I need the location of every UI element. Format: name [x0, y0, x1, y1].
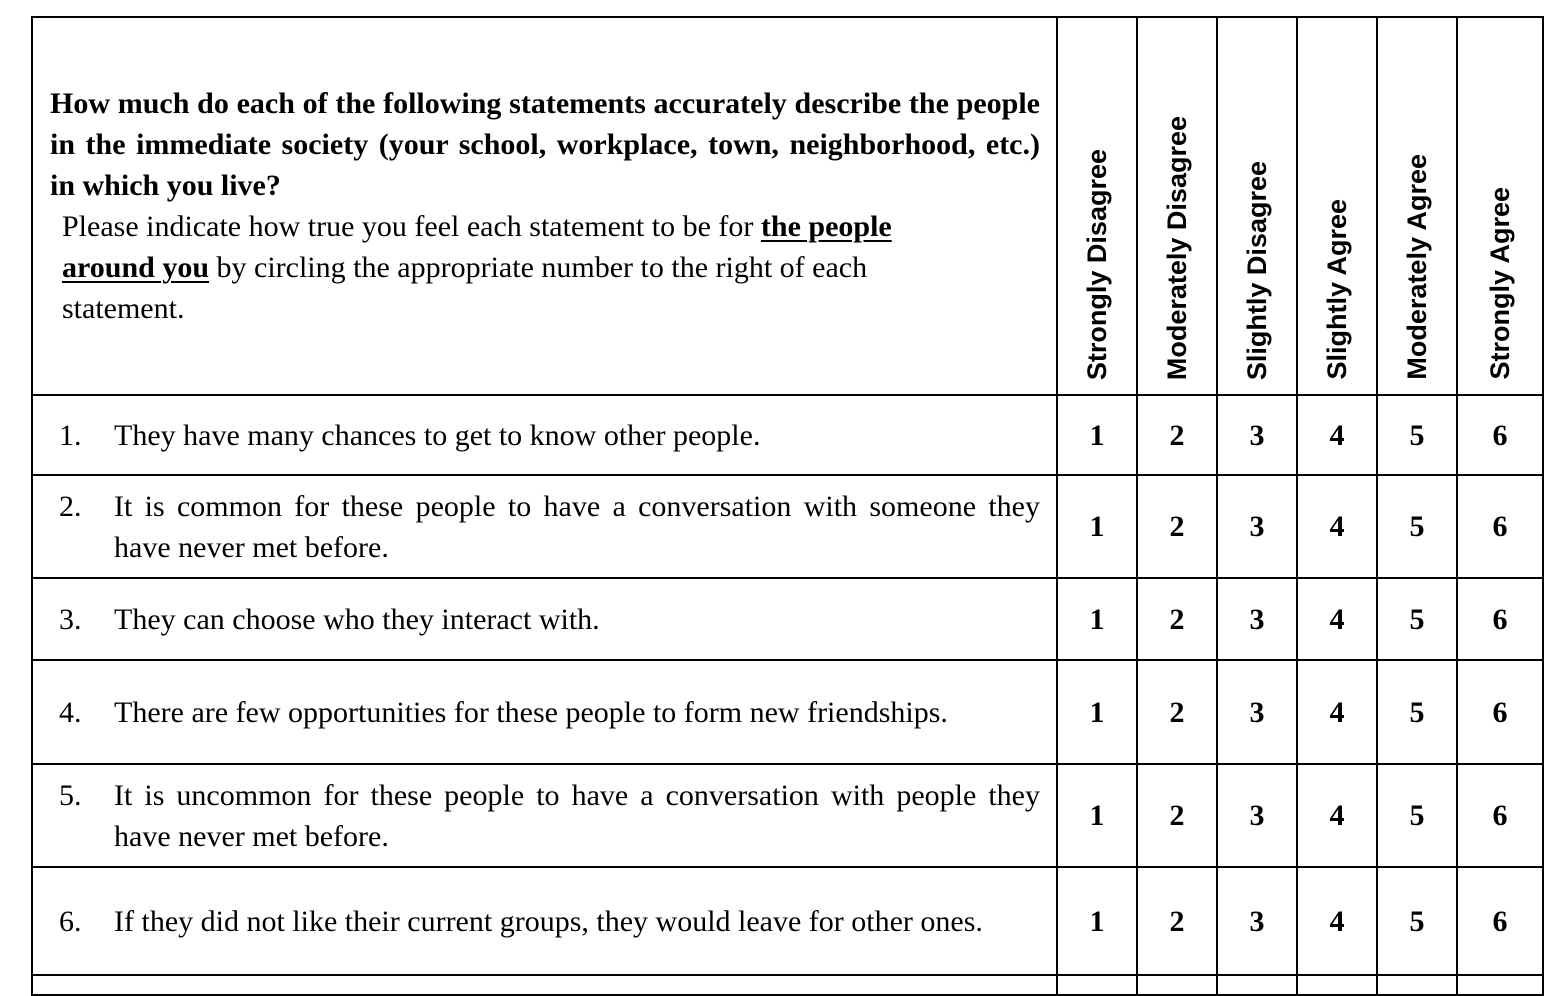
rating-option-6[interactable]: 6 — [1457, 867, 1543, 975]
header-row — [32, 17, 1543, 395]
scale-label: Slightly Disagree — [1242, 160, 1272, 380]
partial-cell — [1377, 975, 1457, 995]
item-row — [32, 867, 1543, 975]
item-row — [32, 660, 1543, 764]
item-statement — [32, 660, 1057, 764]
rating-option-3[interactable]: 3 — [1217, 660, 1297, 764]
item-text: If they did not like their current groups, they would leave for other ones. — [114, 904, 983, 938]
scale-label: Strongly Disagree — [1082, 148, 1112, 380]
scale-header-strongly-disagree — [1057, 17, 1137, 395]
scale-label: Slightly Agree — [1322, 199, 1352, 380]
partial-cell — [1457, 975, 1543, 995]
item-number: 2. — [59, 489, 82, 523]
partial-cell — [1297, 975, 1377, 995]
item-text: They have many chances to get to know other people. — [114, 418, 761, 452]
scale-header-moderately-agree — [1377, 17, 1457, 395]
item-statement — [32, 578, 1057, 660]
rating-option-5[interactable]: 5 — [1377, 660, 1457, 764]
instructions-prompt — [62, 206, 962, 329]
rating-option-1[interactable]: 1 — [1057, 867, 1137, 975]
item-row — [32, 475, 1543, 578]
rating-option-4[interactable]: 4 — [1297, 578, 1377, 660]
rating-option-5[interactable]: 5 — [1377, 867, 1457, 975]
rating-option-3[interactable]: 3 — [1217, 395, 1297, 475]
item-text: They can choose who they interact with. — [114, 602, 600, 636]
rating-option-3[interactable]: 3 — [1217, 578, 1297, 660]
rating-option-2[interactable]: 2 — [1137, 660, 1217, 764]
instructions-prompt-emphasis: the people around you — [62, 210, 892, 284]
item-number: 6. — [59, 904, 82, 938]
rating-option-4[interactable]: 4 — [1297, 867, 1377, 975]
partial-cell — [32, 975, 1057, 995]
rating-option-2[interactable]: 2 — [1137, 475, 1217, 578]
rating-option-2[interactable]: 2 — [1137, 764, 1217, 867]
rating-option-1[interactable]: 1 — [1057, 660, 1137, 764]
rating-option-6[interactable]: 6 — [1457, 395, 1543, 475]
item-number: 3. — [59, 602, 82, 636]
rating-option-5[interactable]: 5 — [1377, 764, 1457, 867]
instructions-prompt-before: Please indicate how true you feel each statement to be for — [62, 210, 761, 243]
rating-option-1[interactable]: 1 — [1057, 395, 1137, 475]
instructions-question: How much do each of the following statements accurately describe the people in the immediate society (your school, workplace, town, neighborhood, etc.) in which you live? — [50, 87, 1040, 202]
rating-option-2[interactable]: 2 — [1137, 578, 1217, 660]
rating-option-4[interactable]: 4 — [1297, 764, 1377, 867]
rating-option-4[interactable]: 4 — [1297, 660, 1377, 764]
scale-header-strongly-agree — [1457, 17, 1543, 395]
instructions-prompt-after: by circling the appropriate number to the right of each statement. — [62, 251, 868, 325]
partial-cell — [1217, 975, 1297, 995]
partial-cell — [1057, 975, 1137, 995]
partial-next-row — [32, 975, 1543, 995]
rating-option-1[interactable]: 1 — [1057, 475, 1137, 578]
item-statement — [32, 764, 1057, 867]
rating-option-5[interactable]: 5 — [1377, 395, 1457, 475]
scale-label: Moderately Agree — [1402, 154, 1432, 380]
rating-option-4[interactable]: 4 — [1297, 395, 1377, 475]
rating-option-3[interactable]: 3 — [1217, 867, 1297, 975]
rating-option-6[interactable]: 6 — [1457, 660, 1543, 764]
item-statement — [32, 867, 1057, 975]
rating-option-2[interactable]: 2 — [1137, 395, 1217, 475]
rating-option-1[interactable]: 1 — [1057, 578, 1137, 660]
item-statement — [32, 395, 1057, 475]
item-text: It is uncommon for these people to have a conversation with people they have never met before. — [114, 778, 1040, 853]
rating-option-6[interactable]: 6 — [1457, 475, 1543, 578]
item-row — [32, 764, 1543, 867]
survey-table — [31, 16, 1544, 996]
rating-option-5[interactable]: 5 — [1377, 475, 1457, 578]
scale-label: Strongly Agree — [1485, 187, 1515, 380]
item-statement — [32, 475, 1057, 578]
rating-option-3[interactable]: 3 — [1217, 475, 1297, 578]
item-text: There are few opportunities for these people to form new friendships. — [114, 695, 948, 729]
item-number: 5. — [59, 778, 82, 812]
item-number: 4. — [59, 695, 82, 729]
item-number: 1. — [59, 418, 82, 452]
rating-option-6[interactable]: 6 — [1457, 578, 1543, 660]
item-row — [32, 578, 1543, 660]
instructions-cell — [32, 17, 1057, 395]
item-text: It is common for these people to have a conversation with someone they have never met before. — [114, 489, 1040, 564]
partial-cell — [1137, 975, 1217, 995]
scale-label: Moderately Disagree — [1162, 115, 1192, 380]
rating-option-5[interactable]: 5 — [1377, 578, 1457, 660]
scale-header-moderately-disagree — [1137, 17, 1217, 395]
scale-header-slightly-disagree — [1217, 17, 1297, 395]
rating-option-3[interactable]: 3 — [1217, 764, 1297, 867]
item-row — [32, 395, 1543, 475]
rating-option-1[interactable]: 1 — [1057, 764, 1137, 867]
scale-header-slightly-agree — [1297, 17, 1377, 395]
rating-option-4[interactable]: 4 — [1297, 475, 1377, 578]
rating-option-2[interactable]: 2 — [1137, 867, 1217, 975]
rating-option-6[interactable]: 6 — [1457, 764, 1543, 867]
